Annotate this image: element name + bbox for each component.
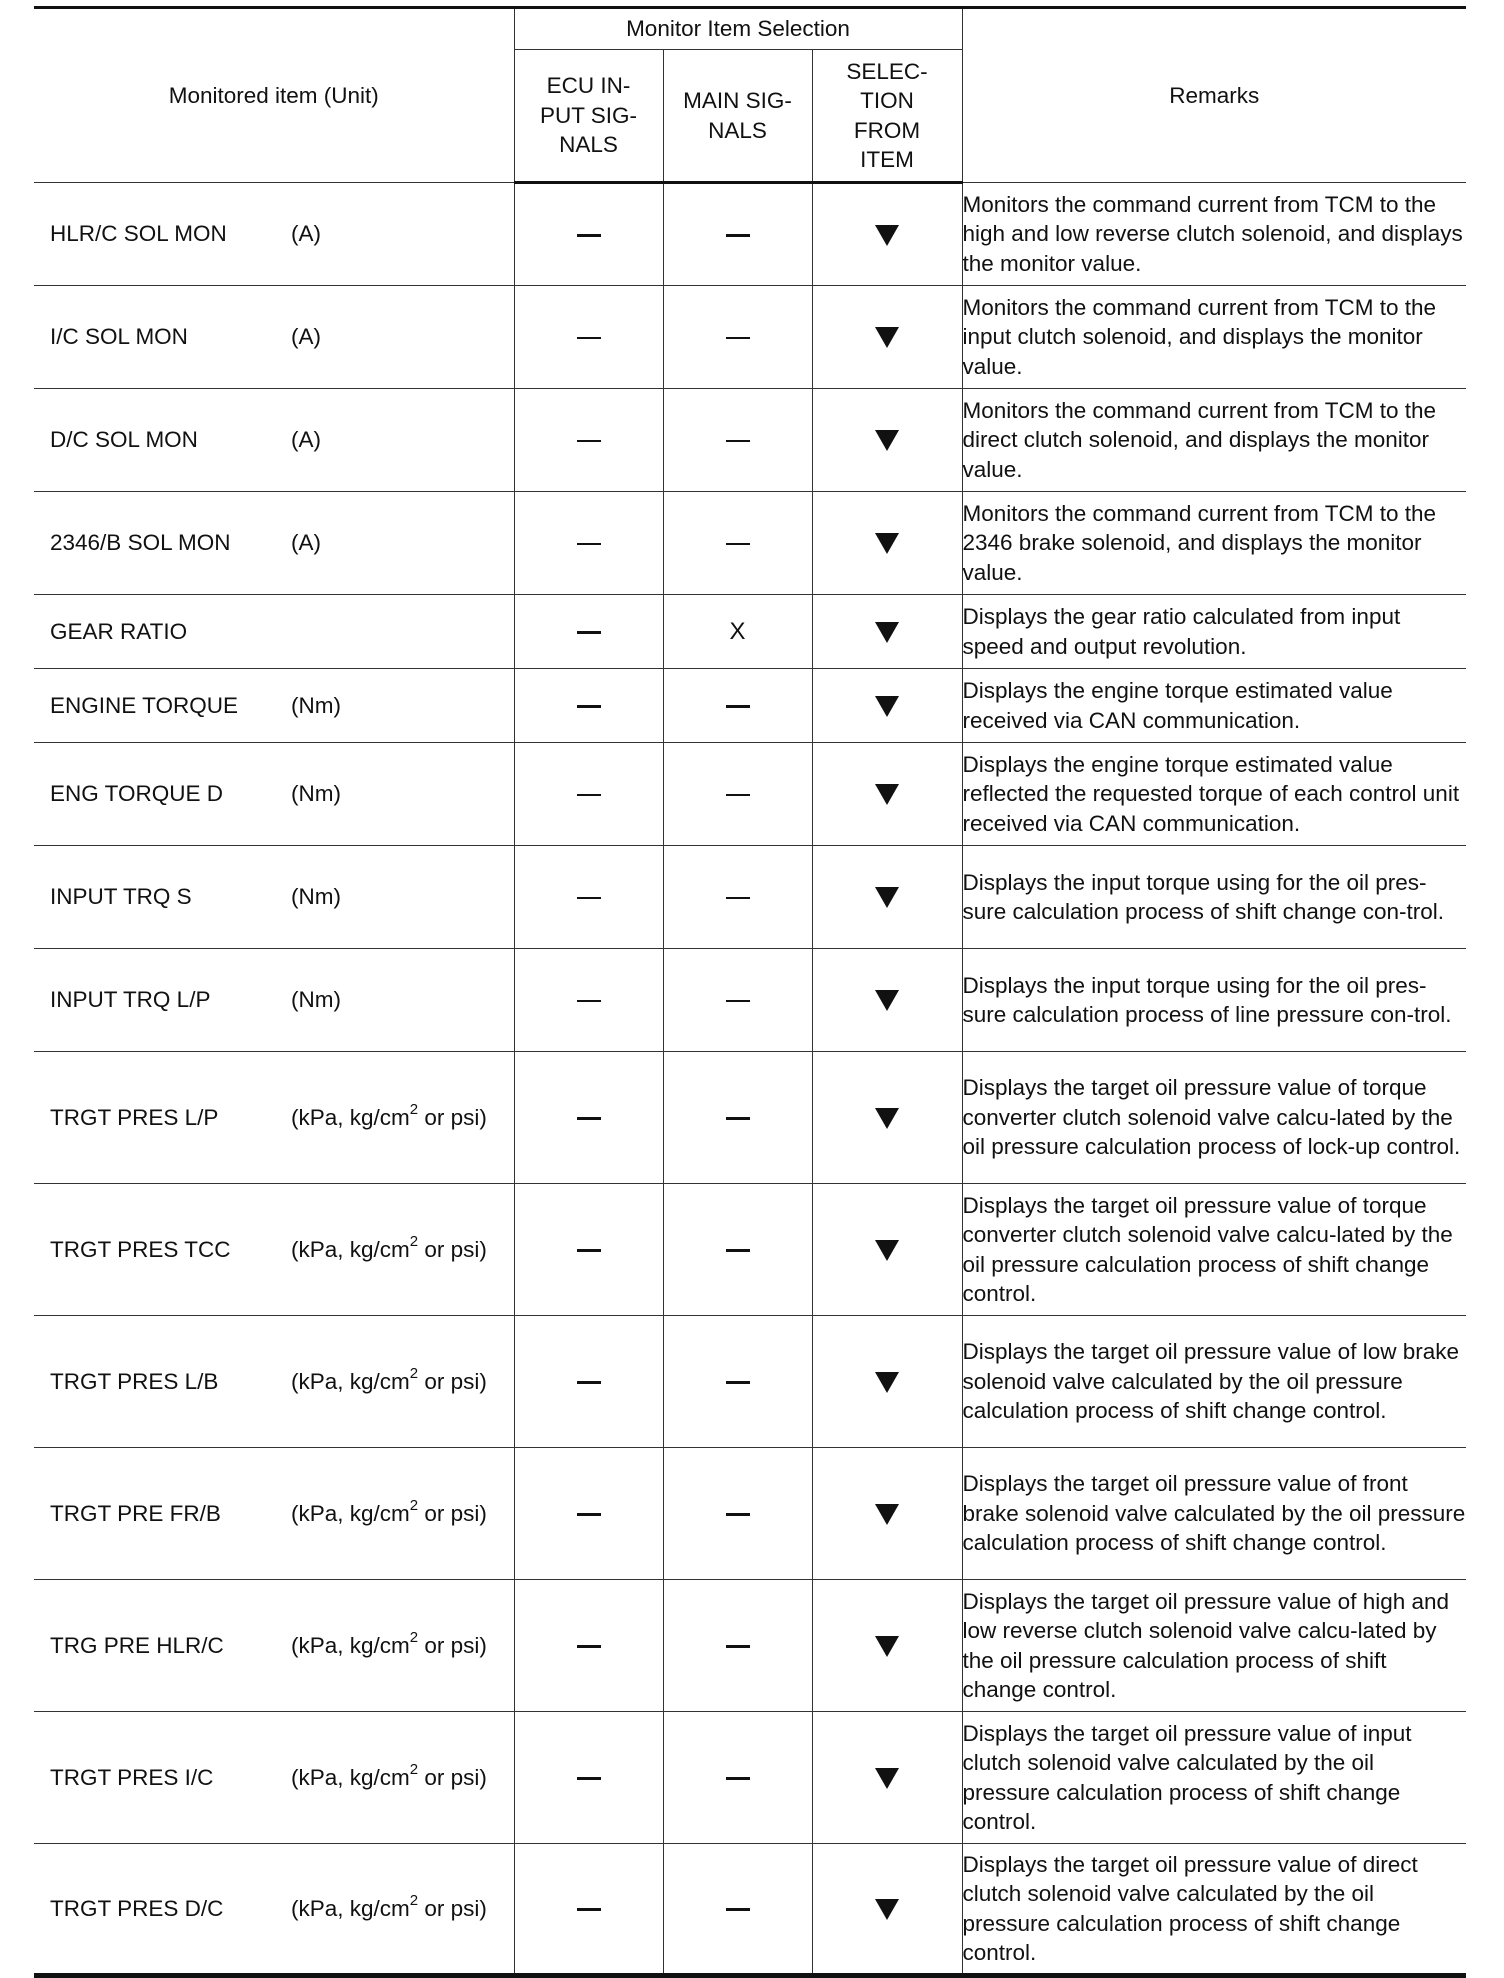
selection-from-item-cell (812, 1844, 962, 1976)
dash-icon (577, 1117, 601, 1120)
table-row (34, 949, 1466, 1052)
remarks-cell: Monitors the command current from TCM to the direct clutch solenoid, and displays the monitor value. (962, 389, 1466, 492)
item-name: INPUT TRQ L/P (50, 987, 211, 1013)
monitor-item-table (34, 6, 1466, 1978)
down-triangle-icon (875, 887, 899, 908)
dash-icon (577, 631, 601, 634)
header-sel-line: SELEC- (846, 58, 928, 84)
ecu-input-signals-cell (514, 1316, 663, 1448)
unit-text: (kPa, kg/cm (291, 1895, 410, 1921)
dash-icon (726, 1381, 750, 1384)
table-row (34, 1712, 1466, 1844)
remarks-cell: Displays the target oil pressure value of torque converter clutch solenoid valve calcu-lated by the oil pressure calculation process of shift change control. (962, 1184, 1466, 1316)
remarks-cell: Displays the target oil pressure value of front brake solenoid valve calculated by the oil pressure calculation process of shift change control. (962, 1448, 1466, 1580)
ecu-input-signals-cell (514, 743, 663, 846)
ecu-input-signals-cell (514, 595, 663, 669)
ecu-input-signals-cell (514, 1580, 663, 1712)
item-name: I/C SOL MON (50, 324, 188, 350)
dash-icon (726, 1908, 750, 1911)
monitored-item-cell (34, 1052, 514, 1184)
selection-from-item-cell (812, 949, 962, 1052)
item-unit: (A) (291, 427, 321, 453)
monitored-item-cell (34, 1844, 514, 1976)
unit-superscript: 2 (409, 1892, 419, 1910)
down-triangle-icon (875, 696, 899, 717)
selection-from-item-cell (812, 492, 962, 595)
main-signals-cell (663, 389, 812, 492)
unit-text: (kPa, kg/cm (291, 1632, 410, 1658)
remarks-cell: Monitors the command current from TCM to the high and low reverse clutch solenoid, and displays the monitor value. (962, 183, 1466, 286)
remarks-cell: Displays the target oil pressure value of torque converter clutch solenoid valve calcu-lated by the oil pressure calculation process of lock-up control. (962, 1052, 1466, 1184)
table-row (34, 846, 1466, 949)
dash-icon (726, 440, 750, 443)
header-monitor-item-selection: Monitor Item Selection (514, 8, 962, 50)
ecu-input-signals-cell (514, 183, 663, 286)
main-signals-cell (663, 286, 812, 389)
monitored-item-cell (34, 183, 514, 286)
down-triangle-icon (875, 990, 899, 1011)
header-main-line: MAIN SIG- (683, 88, 792, 113)
monitored-item-cell (34, 1184, 514, 1316)
unit-superscript: 2 (409, 1233, 419, 1251)
monitored-item-cell (34, 669, 514, 743)
down-triangle-icon (875, 784, 899, 805)
dash-icon (577, 337, 601, 340)
down-triangle-icon (875, 533, 899, 554)
table-row (34, 743, 1466, 846)
down-triangle-icon (875, 327, 899, 348)
remarks-cell: Displays the target oil pressure value of direct clutch solenoid valve calculated by the oil pressure calculation process of shift change control. (962, 1844, 1466, 1976)
item-unit (291, 1367, 487, 1397)
main-signals-cell (663, 846, 812, 949)
dash-icon (577, 1249, 601, 1252)
dash-icon (577, 440, 601, 443)
table-row (34, 595, 1466, 669)
dash-icon (726, 1513, 750, 1516)
dash-icon (726, 1777, 750, 1780)
unit-text: (kPa, kg/cm (291, 1764, 410, 1790)
table-row (34, 669, 1466, 743)
ecu-input-signals-cell (514, 1448, 663, 1580)
item-name: TRGT PRES L/B (50, 1368, 219, 1394)
ecu-input-signals-cell (514, 1844, 663, 1976)
main-signals-cell (663, 1316, 812, 1448)
header-main-line: NALS (708, 117, 767, 143)
down-triangle-icon (875, 430, 899, 451)
main-signals-cell (663, 1844, 812, 1976)
dash-icon (726, 337, 750, 340)
unit-text: or psi) (418, 1764, 487, 1790)
selection-from-item-cell (812, 286, 962, 389)
dash-icon (726, 234, 750, 237)
unit-text: (kPa, kg/cm (291, 1368, 410, 1394)
item-unit: (Nm) (291, 987, 341, 1013)
down-triangle-icon (875, 1768, 899, 1789)
unit-text: or psi) (418, 1236, 487, 1262)
header-sel-line: ITEM (860, 147, 914, 172)
unit-text: or psi) (418, 1104, 487, 1130)
dash-icon (577, 1908, 601, 1911)
down-triangle-icon (875, 622, 899, 643)
dash-icon (577, 543, 601, 546)
main-signals-cell (663, 183, 812, 286)
down-triangle-icon (875, 225, 899, 246)
dash-icon (726, 1000, 750, 1003)
main-signals-cell (663, 743, 812, 846)
item-unit: (A) (291, 221, 321, 247)
main-signals-cell (663, 949, 812, 1052)
dash-icon (577, 794, 601, 797)
table-row (34, 492, 1466, 595)
selection-from-item-cell (812, 846, 962, 949)
unit-text: or psi) (418, 1895, 487, 1921)
unit-superscript: 2 (409, 1761, 419, 1779)
dash-icon (726, 705, 750, 708)
item-unit (291, 1235, 487, 1265)
table-row (34, 1580, 1466, 1712)
remarks-cell: Displays the target oil pressure value of low brake solenoid valve calculated by the oil pressure calculation process of shift change control. (962, 1316, 1466, 1448)
table-row (34, 1052, 1466, 1184)
unit-text: or psi) (418, 1368, 487, 1394)
remarks-cell: Displays the gear ratio calculated from input speed and output revolution. (962, 595, 1466, 669)
down-triangle-icon (875, 1372, 899, 1393)
monitored-item-cell (34, 1712, 514, 1844)
remarks-cell: Displays the input torque using for the oil pres-sure calculation process of line pressure con-trol. (962, 949, 1466, 1052)
unit-superscript: 2 (409, 1365, 419, 1383)
ecu-input-signals-cell (514, 846, 663, 949)
selection-from-item-cell (812, 1712, 962, 1844)
unit-text: or psi) (418, 1632, 487, 1658)
selection-from-item-cell (812, 1052, 962, 1184)
dash-icon (726, 543, 750, 546)
main-signals-cell (663, 1184, 812, 1316)
main-signals-cell (663, 1448, 812, 1580)
item-unit (291, 1103, 487, 1133)
selection-from-item-cell (812, 743, 962, 846)
monitored-item-cell (34, 1316, 514, 1448)
table-row (34, 389, 1466, 492)
dash-icon (577, 1777, 601, 1780)
selection-from-item-cell (812, 389, 962, 492)
ecu-input-signals-cell (514, 949, 663, 1052)
unit-superscript: 2 (409, 1497, 419, 1515)
item-name: TRGT PRES I/C (50, 1764, 214, 1790)
ecu-input-signals-cell (514, 1712, 663, 1844)
table-row (34, 1844, 1466, 1976)
dash-icon (577, 1000, 601, 1003)
item-unit (291, 1631, 487, 1661)
item-unit (291, 1499, 487, 1529)
remarks-cell: Displays the engine torque estimated value received via CAN communication. (962, 669, 1466, 743)
main-signals-cell (663, 669, 812, 743)
item-name: D/C SOL MON (50, 427, 198, 453)
ecu-input-signals-cell (514, 389, 663, 492)
monitored-item-cell (34, 389, 514, 492)
selection-from-item-cell (812, 595, 962, 669)
dash-icon (726, 1249, 750, 1252)
dash-icon (726, 1645, 750, 1648)
unit-text: (kPa, kg/cm (291, 1500, 410, 1526)
header-selection-from-item (812, 50, 962, 183)
item-name: HLR/C SOL MON (50, 221, 227, 247)
ecu-input-signals-cell (514, 1052, 663, 1184)
monitored-item-cell (34, 846, 514, 949)
item-name: 2346/B SOL MON (50, 530, 231, 556)
remarks-cell: Displays the input torque using for the oil pres-sure calculation process of shift change con-trol. (962, 846, 1466, 949)
header-ecu-input-signals (514, 50, 663, 183)
dash-icon (577, 1381, 601, 1384)
ecu-input-signals-cell (514, 669, 663, 743)
unit-text: (kPa, kg/cm (291, 1236, 410, 1262)
down-triangle-icon (875, 1899, 899, 1920)
header-main-signals (663, 50, 812, 183)
ecu-input-signals-cell (514, 286, 663, 389)
ecu-input-signals-cell (514, 1184, 663, 1316)
header-sel-line: FROM (853, 117, 921, 143)
dash-icon (726, 897, 750, 900)
header-remarks: Remarks (962, 8, 1466, 183)
item-unit: (A) (291, 530, 321, 556)
header-ecu-line: ECU IN- (546, 73, 631, 99)
main-signals-cell (663, 1712, 812, 1844)
header-ecu-line: NALS (559, 132, 618, 158)
remarks-cell: Displays the target oil pressure value of high and low reverse clutch solenoid valve calcu-lated by the oil pressure calculation process of shift change control. (962, 1580, 1466, 1712)
selection-from-item-cell (812, 1448, 962, 1580)
main-signals-cell: X (663, 595, 812, 669)
table-row (34, 1316, 1466, 1448)
monitored-item-cell (34, 1448, 514, 1580)
header-sel-line: TION (860, 88, 914, 113)
down-triangle-icon (875, 1636, 899, 1657)
ecu-input-signals-cell (514, 492, 663, 595)
item-unit (291, 1894, 487, 1924)
item-name: TRGT PRE FR/B (50, 1500, 221, 1526)
dash-icon (577, 705, 601, 708)
item-name: ENG TORQUE D (50, 781, 223, 807)
down-triangle-icon (875, 1504, 899, 1525)
dash-icon (577, 234, 601, 237)
dash-icon (577, 897, 601, 900)
monitored-item-cell (34, 595, 514, 669)
item-name: TRGT PRES TCC (50, 1236, 231, 1262)
item-unit: (A) (291, 324, 321, 350)
item-unit: (Nm) (291, 884, 341, 910)
unit-superscript: 2 (409, 1101, 419, 1119)
monitored-item-cell (34, 492, 514, 595)
monitored-item-cell (34, 949, 514, 1052)
item-name: TRGT PRES D/C (50, 1895, 224, 1921)
dash-icon (726, 1117, 750, 1120)
unit-text: (kPa, kg/cm (291, 1104, 410, 1130)
table-row (34, 1184, 1466, 1316)
main-signals-cell (663, 1580, 812, 1712)
down-triangle-icon (875, 1108, 899, 1129)
item-name: TRG PRE HLR/C (50, 1632, 224, 1658)
remarks-cell: Displays the target oil pressure value of input clutch solenoid valve calculated by the oil pressure calculation process of shift change control. (962, 1712, 1466, 1844)
item-unit (291, 1763, 487, 1793)
dash-icon (577, 1513, 601, 1516)
header-monitored-item: Monitored item (Unit) (34, 8, 514, 183)
monitored-item-cell (34, 286, 514, 389)
item-unit: (Nm) (291, 781, 341, 807)
remarks-cell: Monitors the command current from TCM to the input clutch solenoid, and displays the monitor value. (962, 286, 1466, 389)
item-unit: (Nm) (291, 692, 341, 718)
down-triangle-icon (875, 1240, 899, 1261)
main-signals-cell (663, 492, 812, 595)
monitored-item-cell (34, 743, 514, 846)
item-name: ENGINE TORQUE (50, 692, 238, 718)
table-row (34, 183, 1466, 286)
unit-superscript: 2 (409, 1629, 419, 1647)
unit-text: or psi) (418, 1500, 487, 1526)
selection-from-item-cell (812, 183, 962, 286)
selection-from-item-cell (812, 1184, 962, 1316)
item-name: INPUT TRQ S (50, 884, 192, 910)
selection-from-item-cell (812, 1580, 962, 1712)
selection-from-item-cell (812, 669, 962, 743)
selection-from-item-cell (812, 1316, 962, 1448)
item-name: GEAR RATIO (50, 618, 188, 644)
header-ecu-line: PUT SIG- (539, 102, 638, 128)
dash-icon (577, 1645, 601, 1648)
table-row (34, 1448, 1466, 1580)
remarks-cell: Displays the engine torque estimated value reflected the requested torque of each control unit received via CAN communication. (962, 743, 1466, 846)
table-row (34, 286, 1466, 389)
monitored-item-cell (34, 1580, 514, 1712)
item-name: TRGT PRES L/P (50, 1104, 219, 1130)
remarks-cell: Monitors the command current from TCM to the 2346 brake solenoid, and displays the monitor value. (962, 492, 1466, 595)
dash-icon (726, 794, 750, 797)
main-signals-cell (663, 1052, 812, 1184)
